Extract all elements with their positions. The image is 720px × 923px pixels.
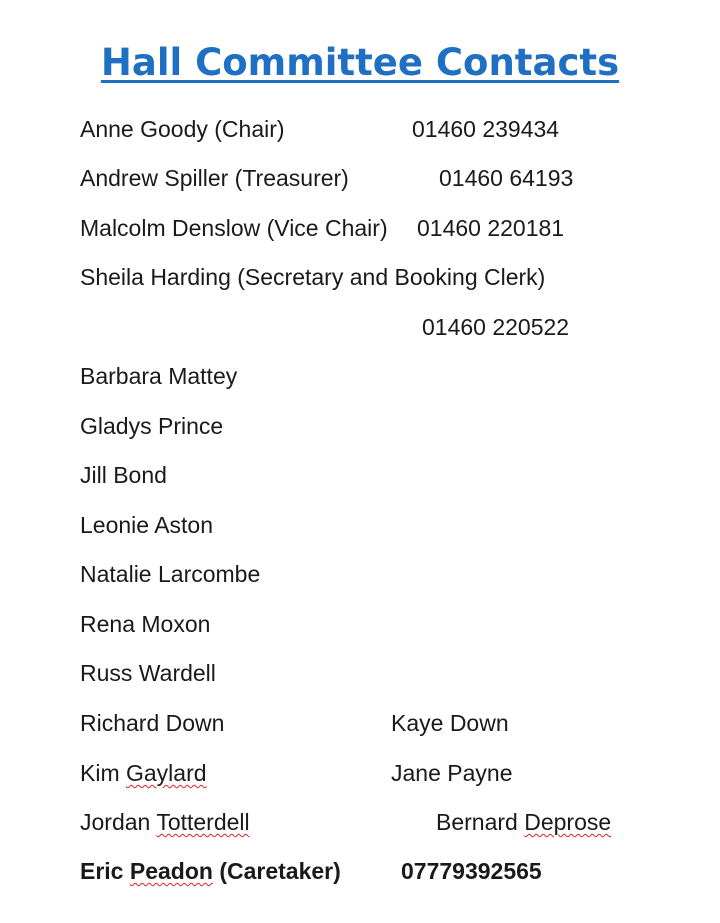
officer-vice-chair-name: Malcolm Denslow (Vice Chair) (80, 215, 388, 241)
member-name: Natalie Larcombe (80, 561, 261, 587)
member-pair-right (436, 807, 611, 837)
member-pair-left (80, 758, 207, 788)
member-pair-right (391, 708, 509, 738)
member-name: Leonie Aston (80, 512, 214, 538)
officer-chair-phone: 01460 239434 (412, 116, 560, 142)
member-surname-misspelled: Deprose (524, 809, 612, 835)
caretaker-phone: 07779392565 (401, 858, 542, 884)
member-name: Jill Bond (80, 462, 167, 488)
caretaker-role: (Caretaker) (212, 858, 341, 884)
officer-treasurer-phone: 01460 64193 (439, 165, 574, 191)
caretaker-surname-misspelled: Peadon (129, 858, 213, 884)
member-name: Gladys Prince (80, 413, 224, 439)
member-surname-misspelled: Gaylard (126, 760, 207, 786)
caretaker-first-name: Eric (80, 858, 130, 884)
member-name-part: Richard Down (80, 710, 225, 736)
member-name: Rena Moxon (80, 611, 211, 637)
member-name-part: Jane Payne (391, 760, 513, 786)
page-title-text: Hall Committee Contacts (100, 41, 620, 84)
officer-treasurer-name: Andrew Spiller (Treasurer) (80, 165, 349, 191)
member-name-part: Kim (80, 760, 126, 786)
member-name-part: Bernard (436, 809, 525, 835)
officer-vice-chair-phone: 01460 220181 (417, 215, 565, 241)
member-pair-left (80, 708, 224, 738)
member-name-part: Kaye Down (391, 710, 509, 736)
officer-secretary-phone: 01460 220522 (422, 314, 570, 340)
member-name: Barbara Mattey (80, 363, 238, 389)
page-title (0, 38, 720, 88)
officer-chair-name: Anne Goody (Chair) (80, 116, 285, 142)
member-pair-left (80, 807, 250, 837)
officer-secretary-name: Sheila Harding (Secretary and Booking Clerk) (80, 264, 546, 290)
member-pair-right (391, 758, 512, 788)
member-surname-misspelled: Totterdell (156, 809, 250, 835)
caretaker-name (80, 856, 341, 886)
member-name: Russ Wardell (80, 660, 216, 686)
member-name-part: Jordan (80, 809, 157, 835)
